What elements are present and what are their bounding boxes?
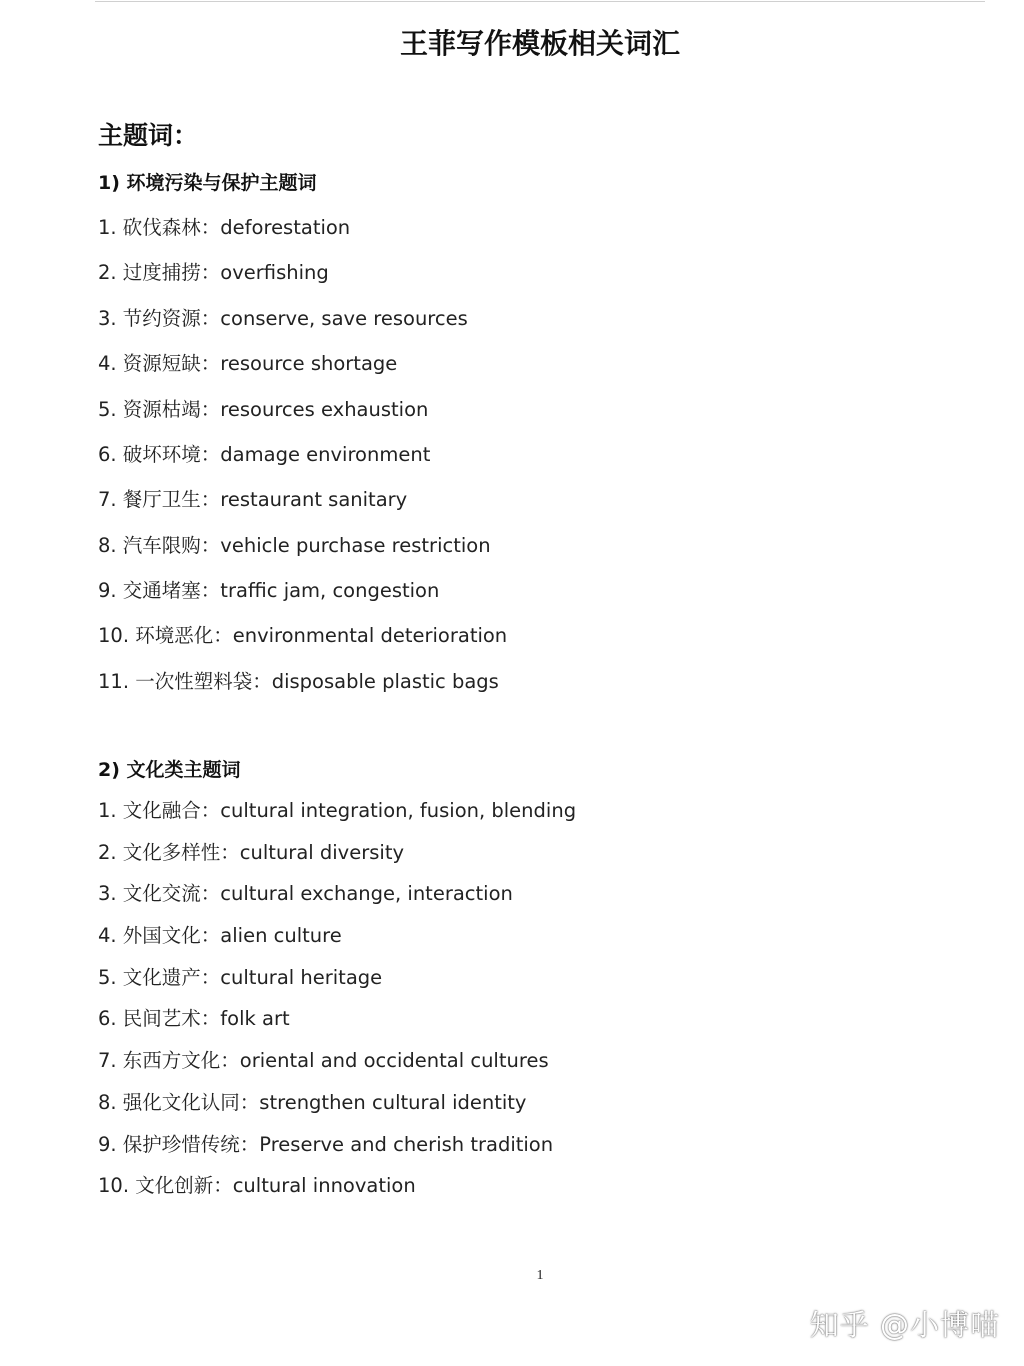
vocab-item: 1. 文化融合：cultural integration, fusion, blending [98,799,577,822]
vocab-item: 2. 文化多样性：cultural diversity [98,841,405,864]
page-number: 1 [536,1268,544,1283]
vocab-item: 10. 文化创新：cultural innovation [98,1174,416,1197]
vocab-item: 8. 强化文化认同：strengthen cultural identity [98,1091,527,1114]
vocab-item: 1. 砍伐森林：deforestation [98,216,351,239]
vocab-item: 3. 节约资源：conserve, save resources [98,307,468,330]
watermark: 知乎 @小博喵 [809,1308,1000,1342]
vocab-item: 7. 东西方文化：oriental and occidental cultures [98,1049,549,1072]
vocab-item: 6. 破坏环境：damage environment [98,443,431,466]
document-title: 王菲写作模板相关词汇 [399,27,680,60]
section-heading-environment: 1) 环境污染与保护主题词 [98,172,317,194]
vocab-item: 9. 保护珍惜传统：Preserve and cherish tradition [98,1133,554,1156]
vocab-item: 10. 环境恶化：environmental deterioration [98,624,508,647]
vocab-item: 5. 文化遗产：cultural heritage [98,966,383,989]
vocab-item: 6. 民间艺术：folk art [98,1007,290,1030]
vocab-item: 4. 资源短缺：resource shortage [98,352,398,375]
vocab-item: 3. 文化交流：cultural exchange, interaction [98,882,513,905]
vocab-item: 5. 资源枯竭：resources exhaustion [98,398,429,421]
vocab-item: 8. 汽车限购：vehicle purchase restriction [98,534,491,557]
main-heading: 主题词： [98,121,199,150]
vocab-item: 9. 交通堵塞：traffic jam, congestion [98,579,440,602]
top-rule [95,1,985,2]
vocab-item: 2. 过度捕捞：overfishing [98,261,329,284]
vocab-item: 4. 外国文化：alien culture [98,924,342,947]
vocab-item: 11. 一次性塑料袋：disposable plastic bags [98,670,499,693]
section-heading-culture: 2) 文化类主题词 [98,759,241,781]
vocab-item: 7. 餐厅卫生：restaurant sanitary [98,488,408,511]
